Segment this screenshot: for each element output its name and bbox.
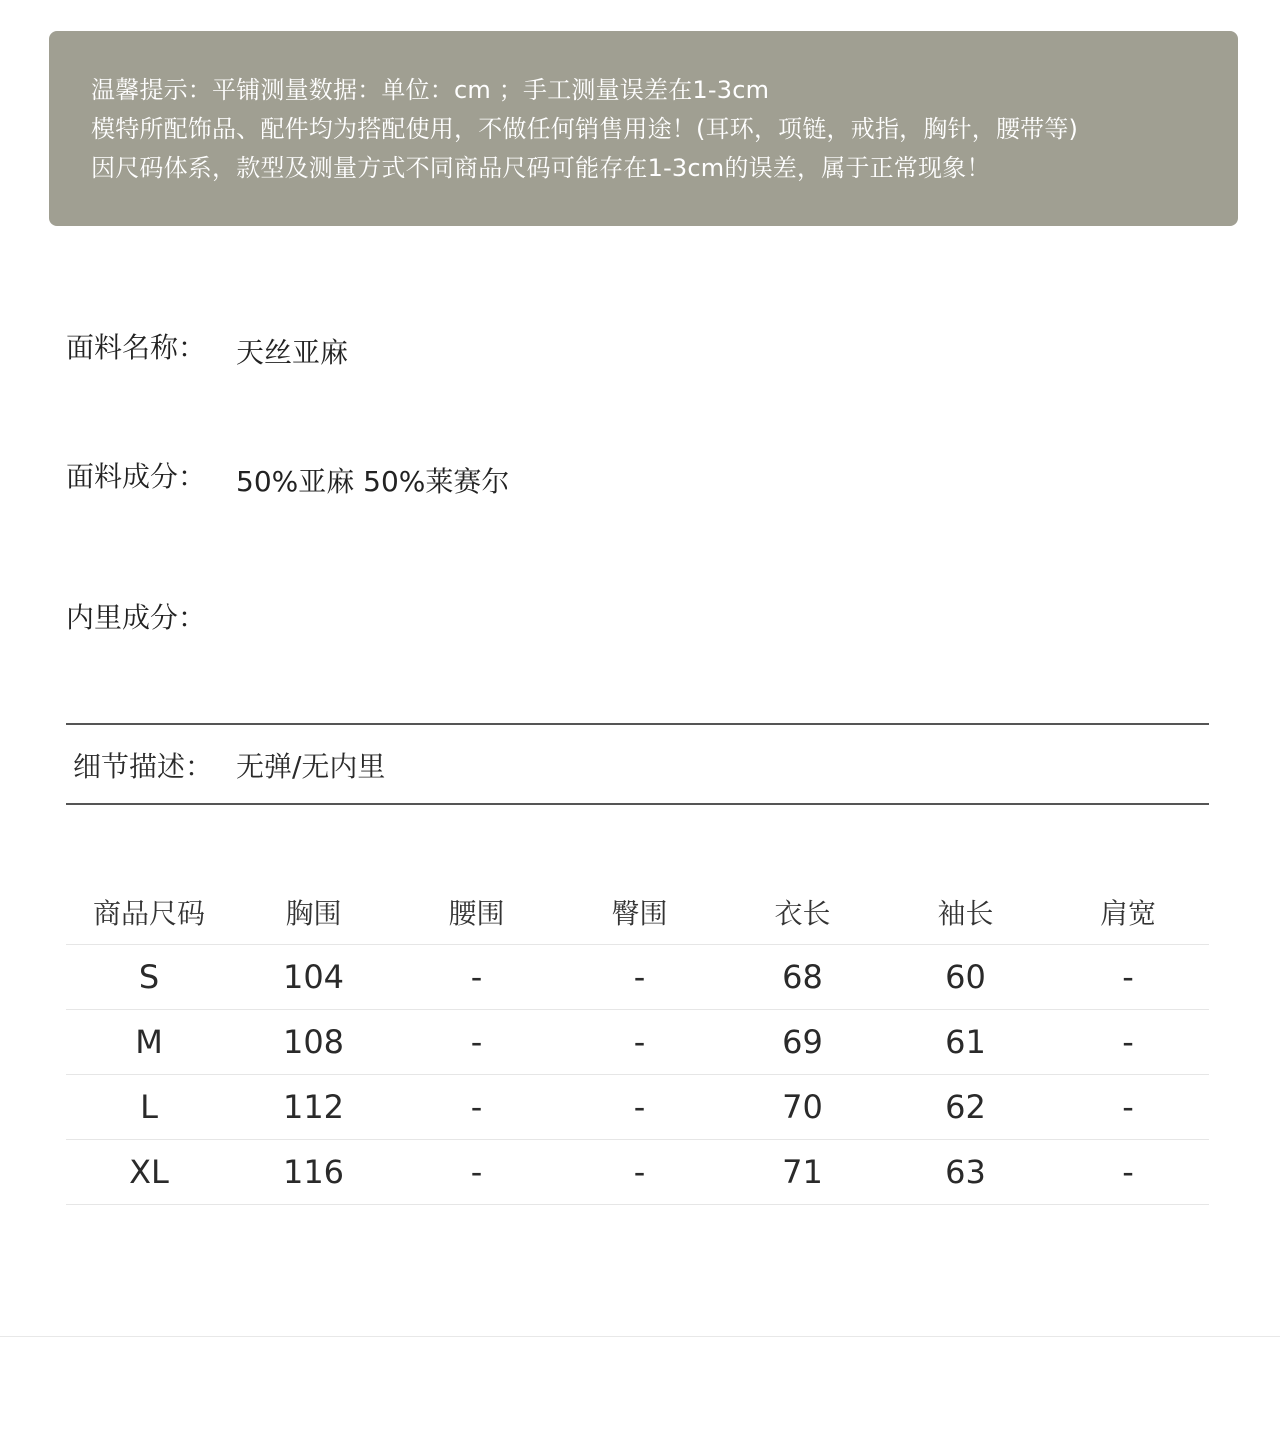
cell-chest: 116	[232, 1140, 395, 1205]
cell-chest: 112	[232, 1075, 395, 1140]
cell-sleeve: 63	[884, 1140, 1047, 1205]
size-table	[66, 880, 1209, 1205]
notice-line-size-deviation: 因尺码体系，款型及测量方式不同商品尺码可能存在1-3cm的误差，属于正常现象！	[91, 154, 991, 182]
cell-sleeve: 60	[884, 945, 1047, 1010]
cell-waist: -	[395, 1075, 558, 1140]
cell-size: L	[66, 1075, 232, 1140]
fabric-name-label: 面料名称：	[66, 331, 207, 364]
size-table-header-row	[66, 880, 1209, 945]
size-notice-banner	[49, 31, 1238, 226]
table-row	[66, 945, 1209, 1010]
cell-shoulder: -	[1047, 1140, 1209, 1205]
cell-chest: 104	[232, 945, 395, 1010]
lining-composition-label: 内里成分：	[66, 601, 207, 634]
cell-length: 68	[721, 945, 884, 1010]
cell-shoulder: -	[1047, 945, 1209, 1010]
fabric-composition-value: 50%亚麻 50%莱赛尔	[236, 465, 510, 498]
cell-shoulder: -	[1047, 1010, 1209, 1075]
bottom-divider	[0, 1336, 1280, 1337]
header-length: 衣长	[721, 880, 884, 945]
table-row	[66, 1010, 1209, 1075]
cell-chest: 108	[232, 1010, 395, 1075]
table-row	[66, 1075, 1209, 1140]
details-label: 细节描述：	[73, 750, 214, 783]
header-sleeve: 袖长	[884, 880, 1047, 945]
cell-size: XL	[66, 1140, 232, 1205]
table-row	[66, 1140, 1209, 1205]
notice-line-accessories: 模特所配饰品、配件均为搭配使用，不做任何销售用途！(耳环，项链，戒指，胸针，腰带等)	[91, 115, 1079, 143]
cell-length: 69	[721, 1010, 884, 1075]
cell-length: 71	[721, 1140, 884, 1205]
header-size: 商品尺码	[66, 880, 232, 945]
header-waist: 腰围	[395, 880, 558, 945]
header-shoulder: 肩宽	[1047, 880, 1209, 945]
details-bottom-divider	[66, 803, 1209, 805]
cell-waist: -	[395, 1140, 558, 1205]
cell-sleeve: 61	[884, 1010, 1047, 1075]
fabric-composition-label: 面料成分：	[66, 460, 207, 493]
cell-size: M	[66, 1010, 232, 1075]
cell-hip: -	[558, 945, 721, 1010]
header-hip: 臀围	[558, 880, 721, 945]
header-chest: 胸围	[232, 880, 395, 945]
details-top-divider	[66, 723, 1209, 725]
cell-hip: -	[558, 1075, 721, 1140]
cell-waist: -	[395, 945, 558, 1010]
cell-size: S	[66, 945, 232, 1010]
fabric-name-value: 天丝亚麻	[236, 336, 349, 369]
cell-hip: -	[558, 1140, 721, 1205]
details-value: 无弹/无内里	[236, 750, 386, 783]
cell-length: 70	[721, 1075, 884, 1140]
cell-shoulder: -	[1047, 1075, 1209, 1140]
cell-hip: -	[558, 1010, 721, 1075]
cell-waist: -	[395, 1010, 558, 1075]
notice-line-measurement: 温馨提示：平铺测量数据：单位：cm ；手工测量误差在1-3cm	[91, 76, 770, 104]
cell-sleeve: 62	[884, 1075, 1047, 1140]
